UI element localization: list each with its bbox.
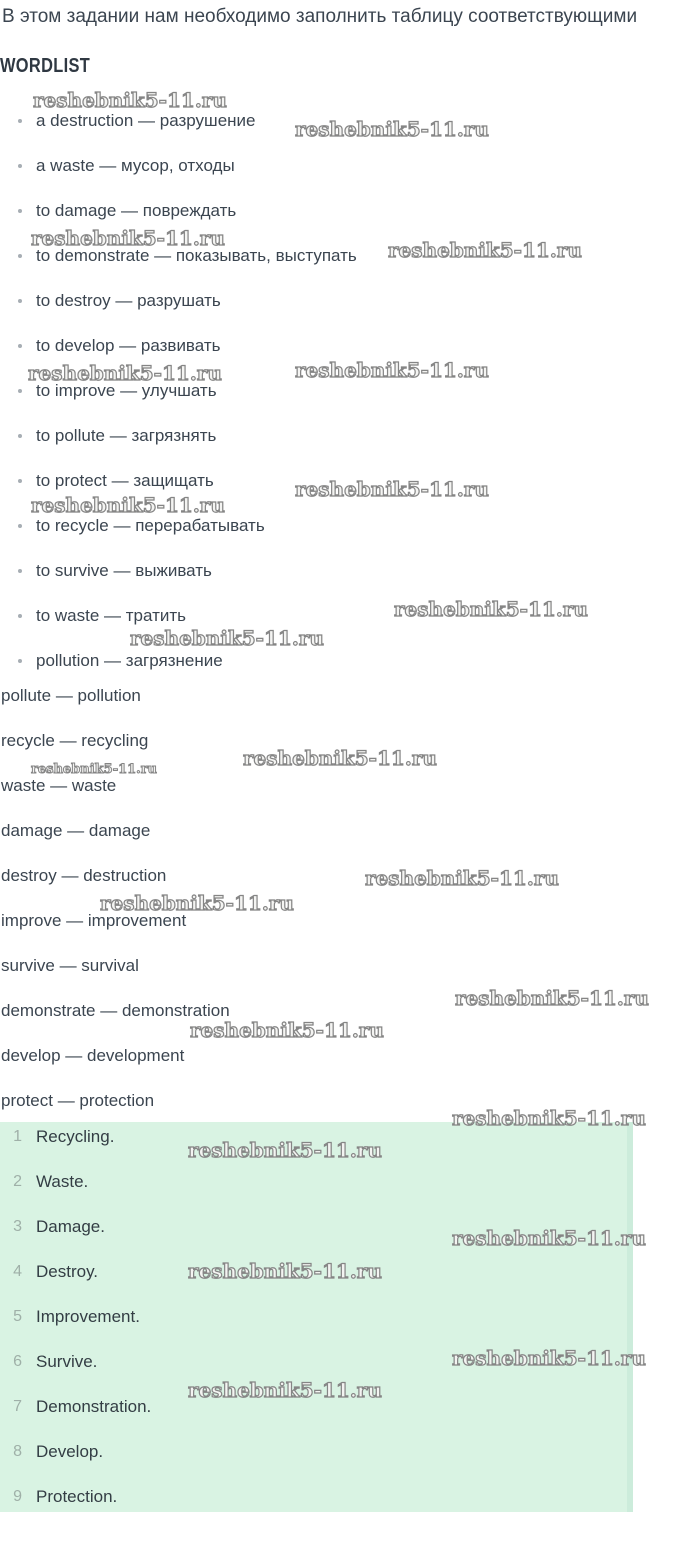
wordlist-item-label: pollution — загрязнение [36, 651, 223, 670]
wordlist-item [0, 290, 221, 312]
watermark: reshebnik5-11.ru [188, 1259, 382, 1283]
answer-item [0, 1216, 105, 1238]
watermark: reshebnik5-11.ru [452, 1226, 646, 1250]
word-pair: develop — development [1, 1046, 185, 1065]
watermark: reshebnik5-11.ru [31, 493, 225, 517]
wordlist-item [0, 110, 256, 132]
wordlist-item-label: to improve — улучшать [36, 381, 217, 400]
watermark: reshebnik5-11.ru [365, 866, 559, 890]
answer-item [0, 1126, 114, 1148]
wordlist-item-label: to develop — развивать [36, 336, 221, 355]
watermark: reshebnik5-11.ru [190, 1018, 384, 1042]
watermark: reshebnik5-11.ru [130, 626, 324, 650]
wordlist-item [0, 155, 235, 177]
answer-label: Destroy. [36, 1262, 99, 1281]
answer-label: Damage. [36, 1217, 105, 1236]
answer-label: Survive. [36, 1352, 98, 1371]
wordlist-item-label: to damage — повреждать [36, 201, 237, 220]
answer-item [0, 1171, 88, 1193]
answer-number: 5 [13, 1308, 22, 1325]
watermark: reshebnik5-11.ru [394, 597, 588, 621]
bullet-icon [18, 614, 22, 618]
watermark: reshebnik5-11.ru [31, 762, 158, 777]
wordlist-item [0, 560, 212, 582]
wordlist-item-label: to pollute — загрязнять [36, 426, 217, 445]
wordlist-item-label: to recycle — перерабатывать [36, 516, 265, 535]
watermark: reshebnik5-11.ru [100, 891, 294, 915]
bullet-icon [18, 119, 22, 123]
wordlist-heading: WORDLIST [0, 55, 91, 77]
bullet-icon [18, 344, 22, 348]
answer-label: Improvement. [36, 1307, 140, 1326]
answer-item [0, 1306, 140, 1328]
answer-number: 8 [13, 1443, 22, 1460]
word-pair: destroy — destruction [1, 866, 167, 885]
answer-number: 2 [13, 1173, 22, 1190]
answer-item [0, 1261, 98, 1283]
wordlist-item-label: to demonstrate — показывать, выступать [36, 246, 357, 265]
bullet-icon [18, 299, 22, 303]
wordlist-item [0, 605, 186, 627]
answer-label: Protection. [36, 1487, 118, 1506]
wordlist-item-label: to destroy — разрушать [36, 291, 221, 310]
word-pair: pollute — pollution [1, 686, 141, 705]
watermark: reshebnik5-11.ru [28, 361, 222, 385]
wordlist-item [0, 425, 216, 447]
wordlist-item-label: to waste — тратить [36, 606, 187, 625]
wordlist-item-label: a destruction — разрушение [36, 111, 256, 130]
answers-block [0, 1122, 633, 1512]
watermark: reshebnik5-11.ru [243, 746, 437, 770]
bullet-icon [18, 659, 22, 663]
wordlist-item [0, 470, 214, 492]
bullet-icon [18, 479, 22, 483]
bullet-icon [18, 434, 22, 438]
bullet-icon [18, 164, 22, 168]
answer-item [0, 1486, 117, 1508]
answer-item [0, 1396, 151, 1418]
answer-item [0, 1351, 97, 1373]
wordlist-item [0, 515, 265, 537]
answer-number: 4 [13, 1263, 22, 1280]
word-pair: improve — improvement [1, 911, 187, 930]
word-pair: demonstrate — demonstration [1, 1001, 230, 1020]
watermark: reshebnik5-11.ru [31, 226, 225, 250]
wordlist-item-label: a waste — мусор, отходы [36, 156, 235, 175]
watermark: reshebnik5-11.ru [452, 1346, 646, 1370]
watermark: reshebnik5-11.ru [295, 117, 489, 141]
answer-label: Recycling. [36, 1127, 115, 1146]
word-pair: damage — damage [1, 821, 151, 840]
bullet-icon [18, 209, 22, 213]
answer-number: 1 [13, 1128, 22, 1145]
watermark: reshebnik5-11.ru [295, 477, 489, 501]
bullet-icon [18, 569, 22, 573]
answer-label: Demonstration. [36, 1397, 152, 1416]
bullet-icon [18, 524, 22, 528]
watermark: reshebnik5-11.ru [188, 1378, 382, 1402]
watermark: reshebnik5-11.ru [388, 238, 582, 262]
bullet-icon [18, 389, 22, 393]
task-intro: В этом задании нам необходимо заполнить таблицу соответствующими [2, 6, 638, 27]
wordlist-item [0, 200, 236, 222]
answer-label: Waste. [36, 1172, 89, 1191]
answer-number: 7 [13, 1398, 22, 1415]
watermark: reshebnik5-11.ru [455, 986, 649, 1010]
watermark: reshebnik5-11.ru [452, 1106, 646, 1130]
word-pair: protect — protection [1, 1091, 155, 1110]
answer-number: 6 [13, 1353, 22, 1370]
word-pair: survive — survival [1, 956, 139, 975]
wordlist-item-label: to survive — выживать [36, 561, 212, 580]
word-pair: recycle — recycling [1, 731, 149, 750]
answer-item [0, 1441, 103, 1463]
wordlist-item [0, 335, 221, 357]
wordlist-item-label: to protect — защищать [36, 471, 214, 490]
watermark: reshebnik5-11.ru [188, 1138, 382, 1162]
wordlist-item [0, 650, 223, 672]
watermark: reshebnik5-11.ru [295, 358, 489, 382]
answer-label: Develop. [36, 1442, 104, 1461]
watermark: reshebnik5-11.ru [33, 88, 227, 112]
answer-number: 9 [13, 1488, 22, 1505]
bullet-icon [18, 254, 22, 258]
word-pair: waste — waste [1, 776, 117, 795]
answer-number: 3 [13, 1218, 22, 1235]
